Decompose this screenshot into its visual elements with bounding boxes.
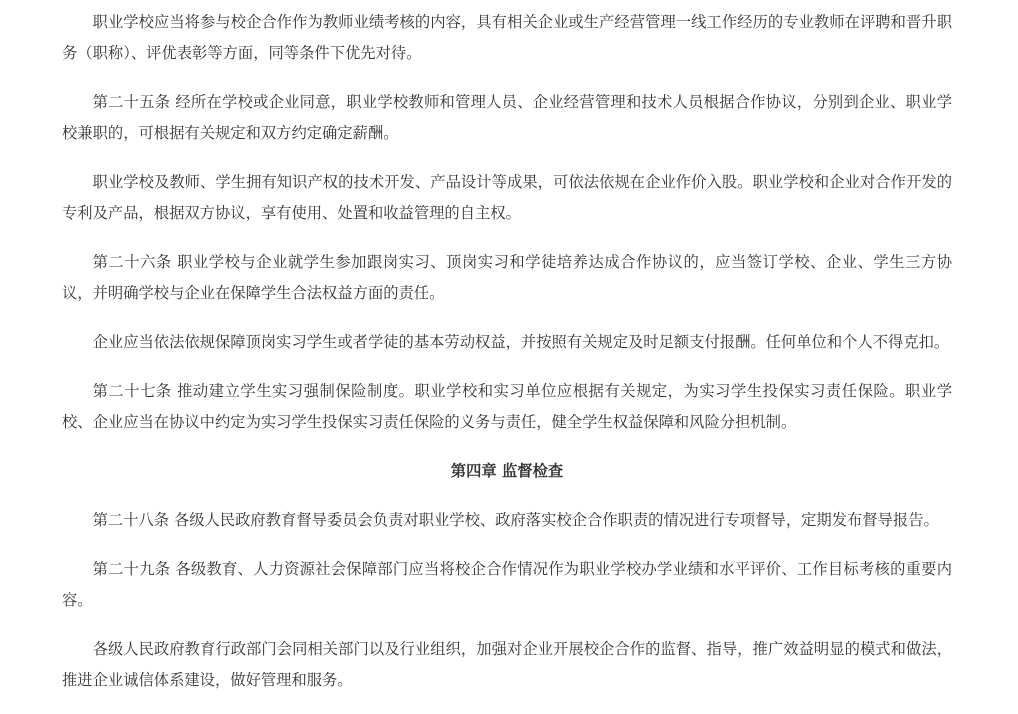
paragraph: 第二十七条 推动建立学生实习强制保险制度。职业学校和实习单位应根据有关规定，为实习学生投保实习责任保险。职业学校、企业应当在协议中约定为实习学生投保实习责任保险的义务与责任，健全学生权益保障和风险分担机制。	[62, 382, 952, 431]
document-body	[62, 0, 952, 714]
chapter-heading: 第四章 监督检查	[450, 462, 564, 480]
paragraph: 各级人民政府教育行政部门会同相关部门以及行业组织，加强对企业开展校企合作的监督、指导，推广效益明显的模式和做法，推进企业诚信体系建设，做好管理和服务。	[62, 640, 952, 689]
paragraph: 企业应当依法依规保障顶岗实习学生或者学徒的基本劳动权益，并按照有关规定及时足额支付报酬。任何单位和个人不得克扣。	[92, 333, 950, 351]
paragraph: 职业学校及教师、学生拥有知识产权的技术开发、产品设计等成果，可依法依规在企业作价入股。职业学校和企业对合作开发的专利及产品，根据双方协议，享有使用、处置和收益管理的自主权。	[62, 173, 952, 222]
paragraph: 第二十六条 职业学校与企业就学生参加跟岗实习、顶岗实习和学徒培养达成合作协议的，应当签订学校、企业、学生三方协议，并明确学校与企业在保障学生合法权益方面的责任。	[62, 253, 952, 302]
paragraph: 第二十五条 经所在学校或企业同意，职业学校教师和管理人员、企业经营管理和技术人员根据合作协议，分别到企业、职业学校兼职的，可根据有关规定和双方约定确定薪酬。	[62, 93, 952, 142]
paragraph: 职业学校应当将参与校企合作作为教师业绩考核的内容，具有相关企业或生产经营管理一线工作经历的专业教师在评聘和晋升职务（职称）、评优表彰等方面，同等条件下优先对待。	[62, 13, 952, 62]
paragraph: 第二十八条 各级人民政府教育督导委员会负责对职业学校、政府落实校企合作职责的情况进行专项督导，定期发布督导报告。	[92, 511, 939, 529]
paragraph: 第二十九条 各级教育、人力资源社会保障部门应当将校企合作情况作为职业学校办学业绩和水平评价、工作目标考核的重要内容。	[62, 560, 952, 609]
